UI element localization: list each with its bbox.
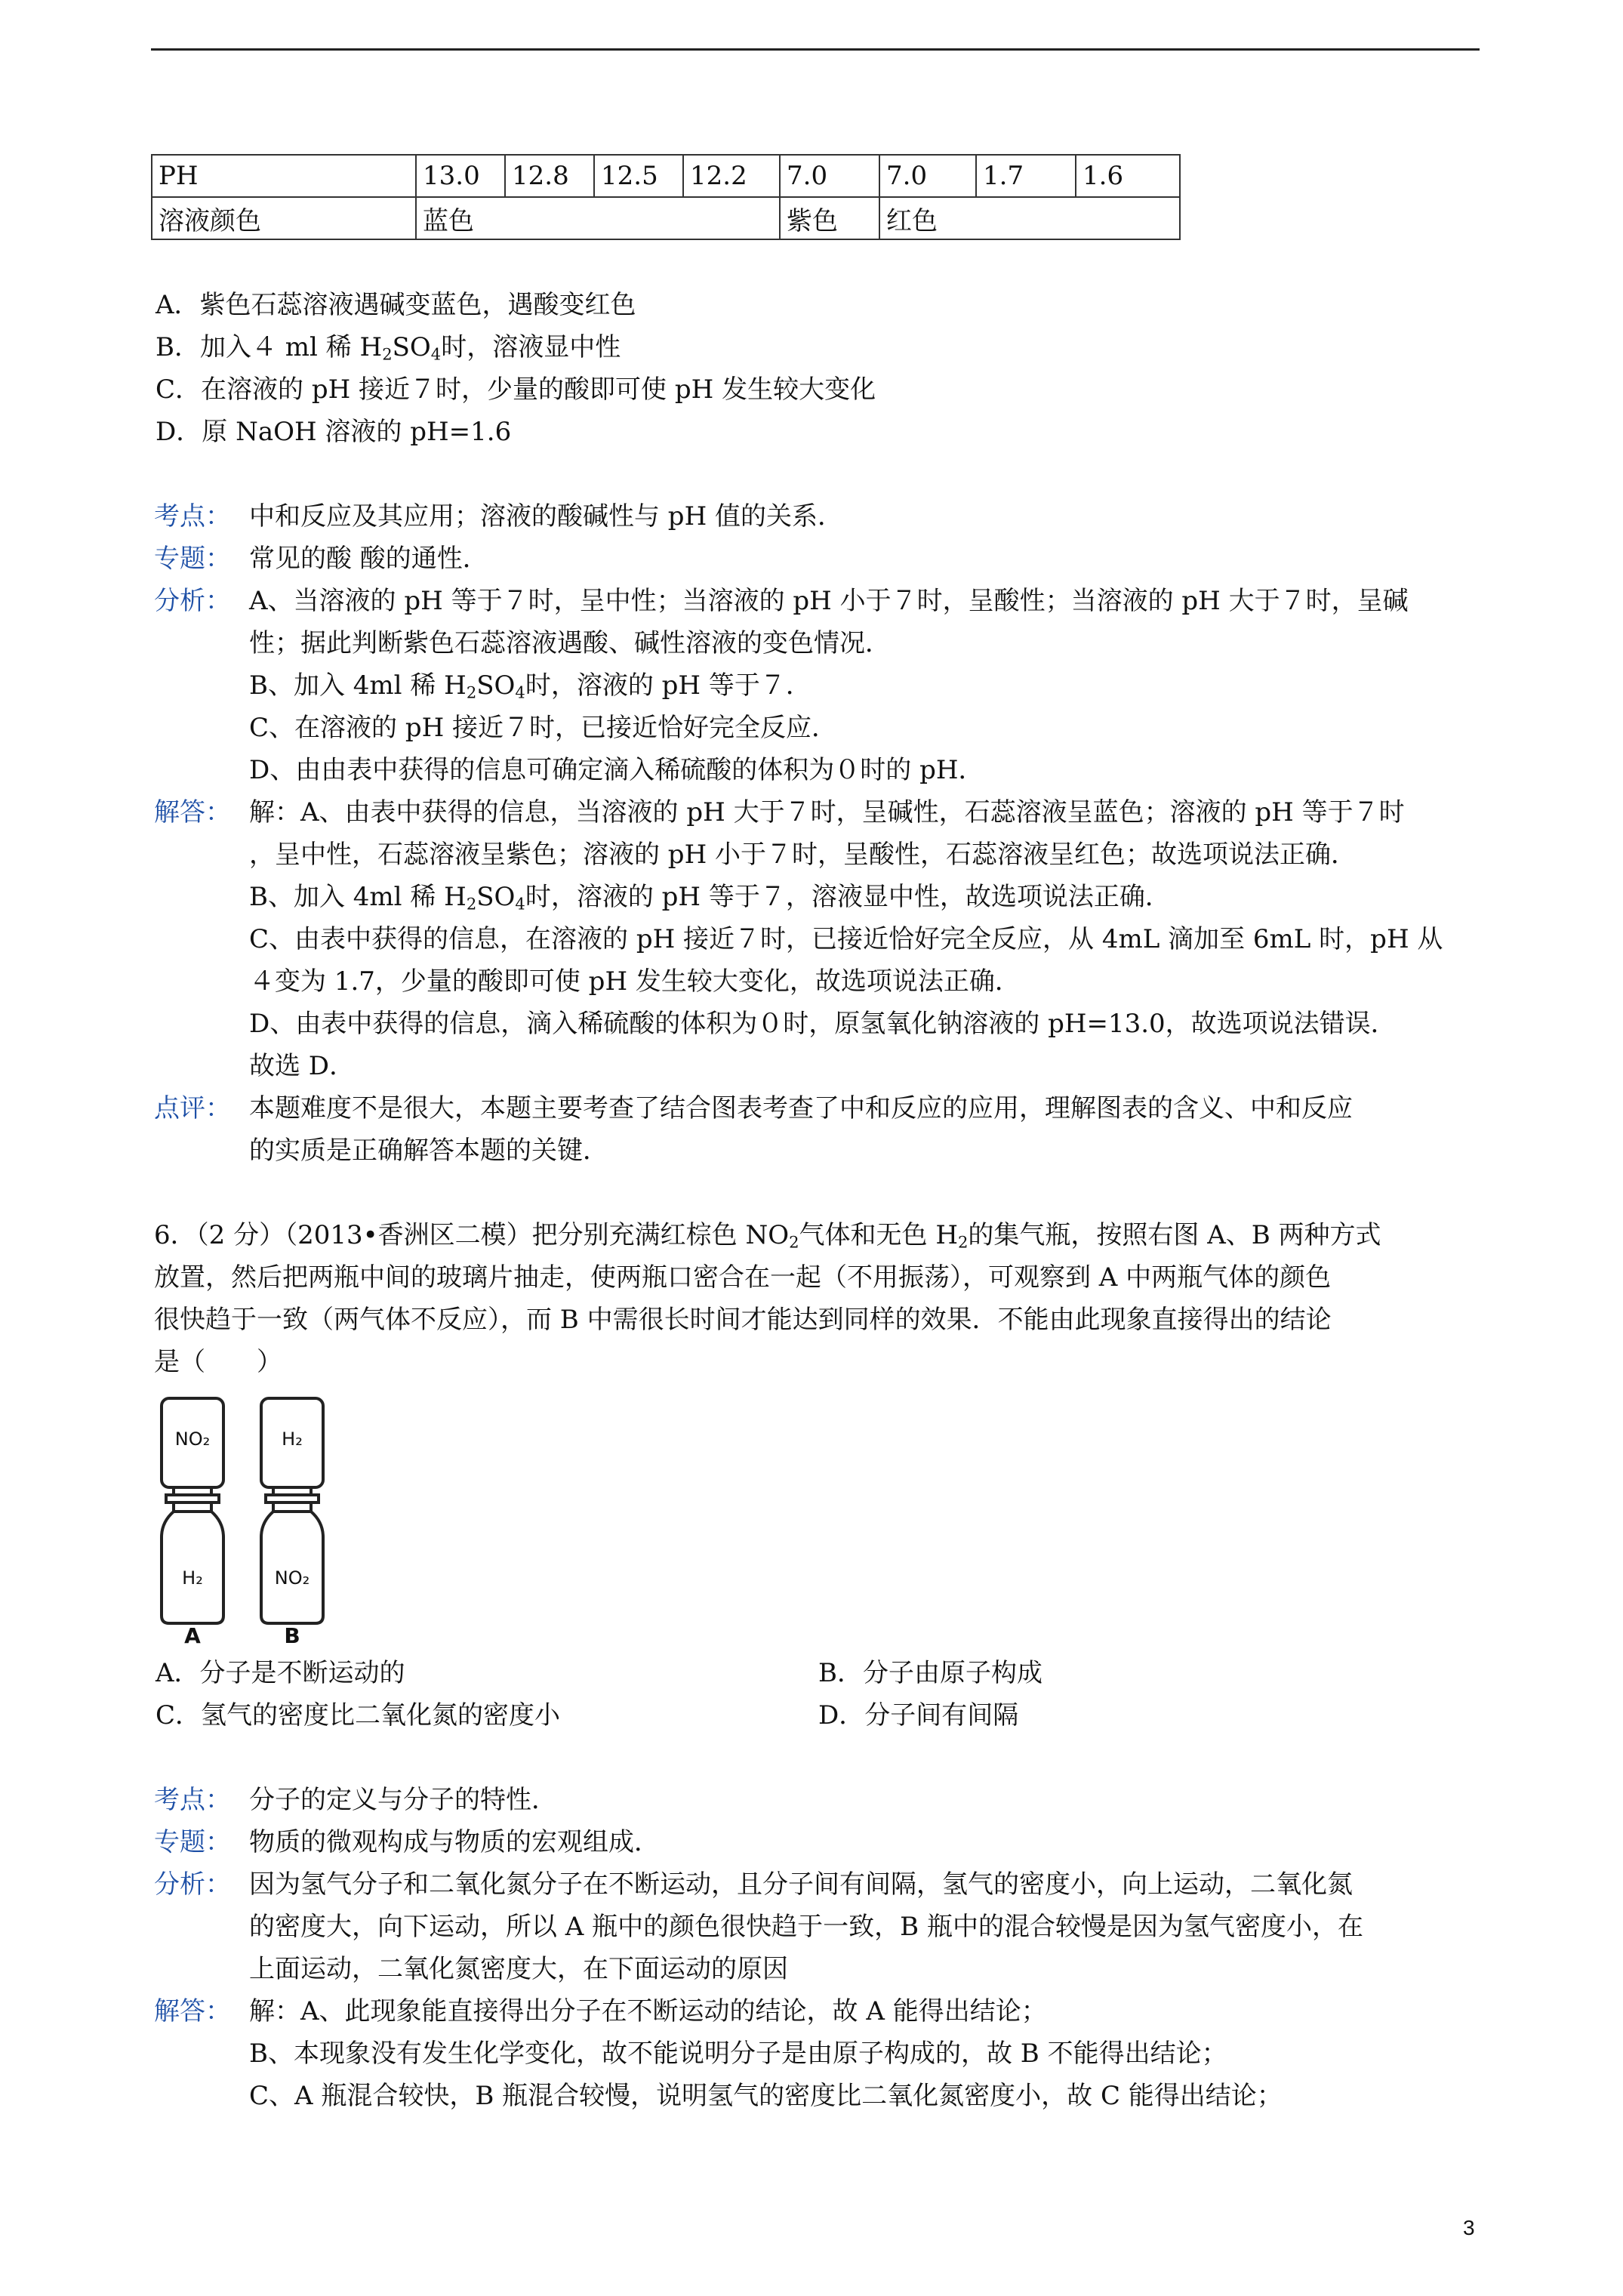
jieda-line: ，呈中性，石蕊溶液呈紫色；溶液的 pH 小于７时，呈酸性，石蕊溶液呈红色；故选项说法正确．: [249, 840, 1357, 870]
zhuanti-text: 物质的微观构成与物质的宏观组成．: [249, 1827, 660, 1857]
fenxi-line: 性；据此判断紫色石蕊溶液遇酸、碱性溶液的变色情况．: [249, 628, 891, 658]
kaodian-text: 分子的定义与分子的特性．: [249, 1785, 557, 1815]
option-b: B．加入４ ml 稀 $H_2SO_4$时，溶液显中性: [156, 332, 621, 364]
table-row: [152, 155, 1180, 197]
fenxi-line: C、在溶液的 pH 接近７时，已接近恰好完全反应．: [249, 713, 838, 743]
option-c: C．氢气的密度比二氧化氮的密度小: [156, 1700, 561, 1730]
table-cell: 12.8: [505, 155, 594, 197]
jieda-line: D、由表中获得的信息，滴入稀硫酸的体积为０时，原氢氧化钠溶液的 pH=13.0，故选项说法错误．: [249, 1009, 1397, 1039]
option-a: A．紫色石蕊溶液遇碱变蓝色，遇酸变红色: [156, 290, 636, 320]
jieda-label: 解答：: [154, 797, 231, 827]
fenxi-line: 因为氢气分子和二氧化氮分子在不断运动，且分子间有间隔，氢气的密度小，向上运动，二氧化氮: [249, 1869, 1353, 1900]
zhuanti-text: 常见的酸 酸的通性．: [249, 544, 488, 574]
glass-plate-b: [266, 1495, 319, 1502]
jieda-line: 故选 D．: [249, 1051, 356, 1081]
fenxi-label: 分析：: [154, 586, 231, 616]
table-cell: 红色: [879, 197, 1180, 239]
gas-jar-figure: [156, 1395, 337, 1644]
jar-a-top-label: NO₂: [174, 1428, 211, 1450]
jar-b-bottom-label: NO₂: [274, 1567, 310, 1589]
jar-a-bottom-label: H₂: [182, 1567, 203, 1589]
figure-label-b: B: [284, 1623, 300, 1644]
option-d: D．原 NaOH 溶液的 pH=1.6: [156, 417, 512, 447]
table-cell: 7.0: [879, 155, 976, 197]
jar-b-top-label: H₂: [282, 1428, 303, 1450]
question-stem: 放置，然后把两瓶中间的玻璃片抽走，使两瓶口密合在一起（不用振荡），可观察到 A 中两瓶气体的颜色: [154, 1262, 1332, 1293]
table-cell: 12.5: [594, 155, 683, 197]
table-cell: 7.0: [780, 155, 879, 197]
table-row: [152, 197, 1180, 239]
jieda-line: 解：A、此现象能直接得出分子在不断运动的结论，故 A 能得出结论；: [249, 1996, 1047, 2026]
fenxi-label: 分析：: [154, 1869, 231, 1900]
fenxi-line: D、由由表中获得的信息可确定滴入稀硫酸的体积为０时的 pH．: [249, 755, 984, 785]
kaodian-label: 考点：: [154, 501, 231, 532]
glass-plate-a: [166, 1495, 219, 1502]
figure-label-a: A: [184, 1623, 201, 1644]
table-cell: 溶液颜色: [152, 197, 416, 239]
zhuanti-label: 专题：: [154, 1827, 231, 1857]
jieda-line: B、加入 4ml 稀 $H_2SO_4$时，溶液的 pH 等于７，溶液显中性，故选项说法正确．: [249, 882, 1171, 914]
jieda-line: ４变为 1.7，少量的酸即可使 pH 发生较大变化，故选项说法正确．: [249, 966, 1021, 997]
table-cell: 13.0: [416, 155, 505, 197]
fenxi-line: 的密度大，向下运动，所以 A 瓶中的颜色很快趋于一致，B 瓶中的混合较慢是因为氢气密度小，在: [249, 1912, 1363, 1942]
jieda-label: 解答：: [154, 1996, 231, 2026]
header-rule: [151, 48, 1480, 51]
table-cell: 紫色: [780, 197, 879, 239]
question-stem: 是（ ）: [154, 1347, 282, 1377]
table-cell: PH: [152, 155, 416, 197]
question-stem: 6．（2 分）（2013•香洲区二模）把分别充满红棕色 $NO_2$气体和无色 $H_2$的集气瓶，按照右图 A、B 两种方式: [154, 1220, 1381, 1252]
ph-color-table: [151, 154, 1181, 240]
jieda-line: 解：A、由表中获得的信息，当溶液的 pH 大于７时，呈碱性，石蕊溶液呈蓝色；溶液的 pH 等于７时: [249, 797, 1405, 827]
dianping-label: 点评：: [154, 1093, 231, 1123]
table-cell: 蓝色: [416, 197, 780, 239]
table-cell: 1.7: [976, 155, 1076, 197]
option-c: C．在溶液的 pH 接近７时，少量的酸即可使 pH 发生较大变化: [156, 374, 876, 405]
kaodian-text: 中和反应及其应用；溶液的酸碱性与 pH 值的关系．: [249, 501, 844, 532]
fenxi-line: A、当溶液的 pH 等于７时，呈中性；当溶液的 pH 小于７时，呈酸性；当溶液的 pH 大于７时，呈碱: [249, 586, 1409, 616]
jieda-line: C、由表中获得的信息，在溶液的 pH 接近７时，已接近恰好完全反应，从 4mL 滴加至 6mL 时，pH 从: [249, 924, 1443, 954]
dianping-line: 的实质是正确解答本题的关键．: [249, 1136, 608, 1166]
fenxi-line: 上面运动，二氧化氮密度大，在下面运动的原因: [249, 1954, 788, 1984]
dianping-line: 本题难度不是很大，本题主要考查了结合图表考查了中和反应的应用，理解图表的含义、中和反应: [249, 1093, 1353, 1123]
option-a: A．分子是不断运动的: [156, 1658, 405, 1688]
page-number: 3: [1463, 2216, 1475, 2239]
jieda-line: C、A 瓶混合较快，B 瓶混合较慢，说明氢气的密度比二氧化氮密度小，故 C 能得出结论；: [249, 2081, 1283, 2111]
option-d: D．分子间有间隔: [818, 1700, 1019, 1730]
jieda-line: B、本现象没有发生化学变化，故不能说明分子是由原子构成的，故 B 不能得出结论；: [249, 2039, 1227, 2069]
fenxi-line: B、加入 4ml 稀 $H_2SO_4$时，溶液的 pH 等于７．: [249, 670, 812, 702]
question-stem: 很快趋于一致（两气体不反应），而 B 中需很长时间才能达到同样的效果．不能由此现象直接得出的结论: [154, 1305, 1332, 1335]
kaodian-label: 考点：: [154, 1785, 231, 1815]
table-cell: 12.2: [683, 155, 780, 197]
table-cell: 1.6: [1076, 155, 1180, 197]
zhuanti-label: 专题：: [154, 544, 231, 574]
option-b: B．分子由原子构成: [818, 1658, 1042, 1688]
